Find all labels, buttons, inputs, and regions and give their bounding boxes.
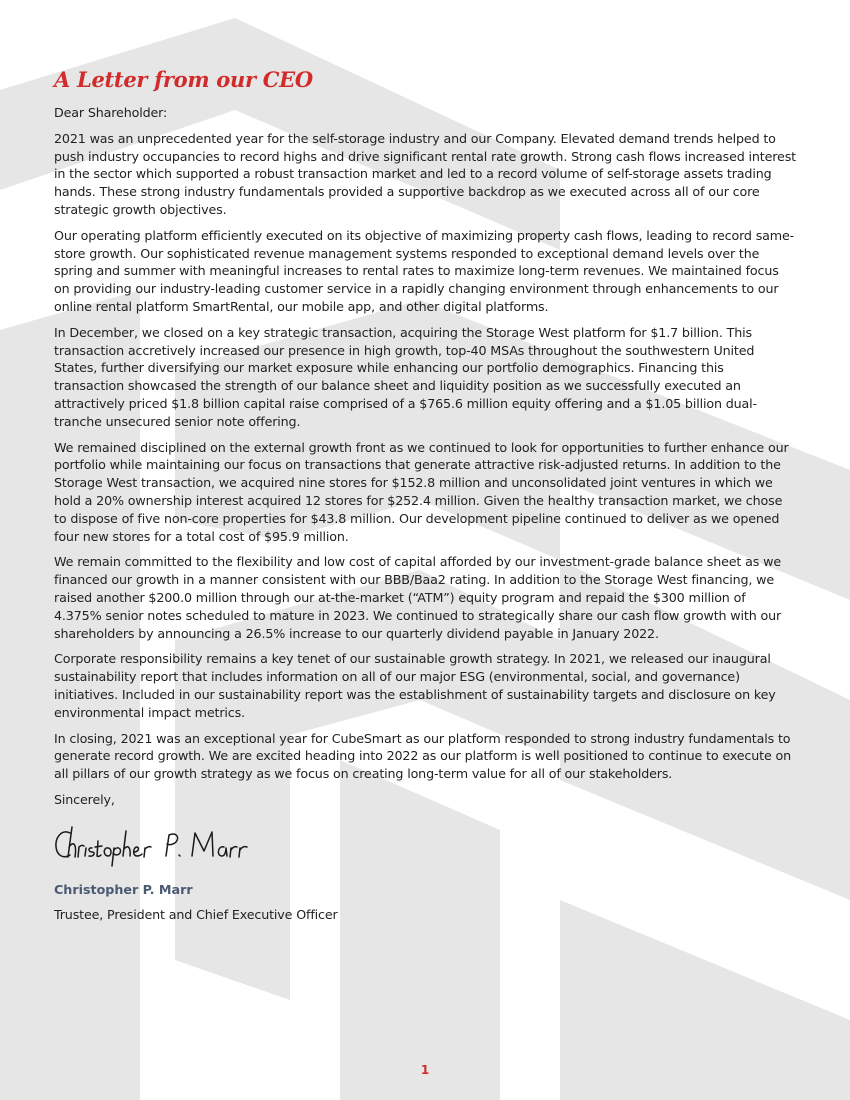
paragraph-2: Our operating platform efficiently executed on its objective of maximizing property cash flows, leading to record same-store growth. Our sophisticated revenue management systems responded to exceptional demand levels over the spring and summer with meaningful increases to rental rates to maximize long-term revenues. We maintained focus on providing our industry-leading customer service in a rapidly changing environment through enhancements to our online rental platform SmartRental, our mobile app, and other digital platforms.	[54, 227, 795, 314]
letter-title: A Letter from our CEO	[54, 67, 313, 92]
paragraph-6: Corporate responsibility remains a key tenet of our sustainable growth strategy. In 2021, we released our inaugural sustainability report that includes information on all of our major ESG (environmental, social, and governance) initiatives. Included in our sustainability report was the establishment of sustainability targets and disclosure on key environmental impact metrics.	[54, 651, 776, 720]
paragraph-4: We remained disciplined on the external growth front as we continued to look for opportunities to further enhance our portfolio while maintaining our focus on transactions that generate attractive risk-adjusted returns. In addition to the Storage West transaction, we acquired nine stores for $152.8 million and unconsolidated joint ventures in which we hold a 20% ownership interest acquired 12 stores for $252.4 million. Given the healthy transaction market, we chose to dispose of five non-core properties for $43.8 million. Our development pipeline continued to deliver as we opened four new stores for a total cost of $95.9 million.	[54, 439, 789, 544]
paragraph-1: 2021 was an unprecedented year for the self-storage industry and our Company. Elevated demand trends helped to push industry occupancies to record highs and drive significant rental rate growth. Strong cash flows increased interest in the sector which supported a robust transaction market and led to a record volume of self-storage assets trading hands. These strong industry fundamentals provided a supportive backdrop as we executed across all of our core strategic growth objectives.	[54, 130, 796, 217]
page-number: 1	[420, 1063, 430, 1077]
letter-body	[54, 66, 796, 924]
paragraph-3: In December, we closed on a key strategic transaction, acquiring the Storage West platform for $1.7 billion. This transaction accretively increased our presence in high growth, top-40 MSAs throughout the southwestern United States, further diversifying our market exposure while enhancing our portfolio demographics. Financing this transaction showcased the strength of our balance sheet and liquidity position as we successfully executed an attractively priced $1.8 billion capital raise comprised of a $765.6 million equity offering and a $1.05 billion dual-tranche unsecured senior note offering.	[54, 324, 757, 429]
salutation: Dear Shareholder:	[54, 105, 168, 120]
signer-name: Christopher P. Marr	[54, 881, 193, 897]
paragraph-5: We remain committed to the flexibility and low cost of capital afforded by our investment-grade balance sheet as we financed our growth in a manner consistent with our BBB/Baa2 rating. In addition to the Storage West financing, we raised another $200.0 million through our at-the-market (“ATM”) equity program and repaid the $300 million of 4.375% senior notes scheduled to mature in 2023. We continued to strategically share our cash flow growth with our shareholders by announcing a 26.5% increase to our quarterly dividend payable in January 2022.	[54, 554, 782, 641]
paragraph-7: In closing, 2021 was an exceptional year for CubeSmart as our platform responded to strong industry fundamentals to generate record growth. We are excited heading into 2022 as our platform is well positioned to continue to execute on all pillars of our growth strategy as we focus on creating long-term value for all of our stakeholders.	[54, 730, 792, 782]
signer-title: Trustee, President and Chief Executive Officer	[54, 907, 338, 923]
signature	[52, 823, 252, 867]
closing: Sincerely,	[54, 791, 115, 807]
